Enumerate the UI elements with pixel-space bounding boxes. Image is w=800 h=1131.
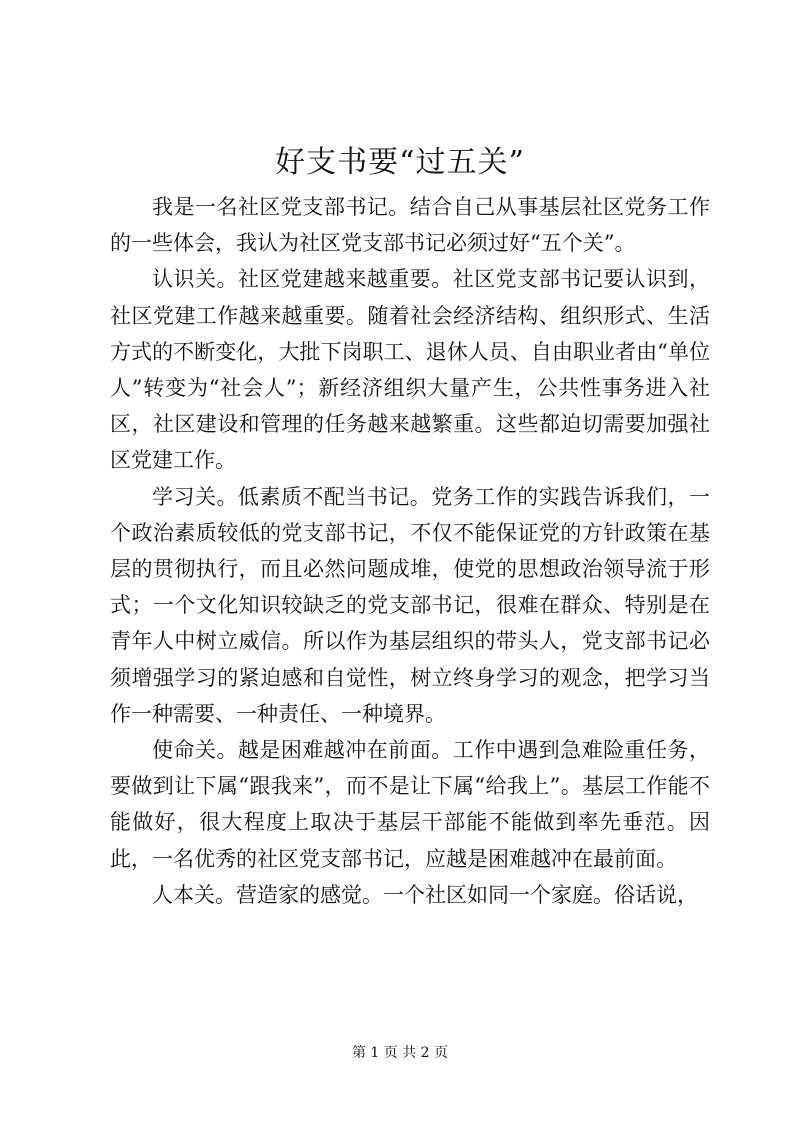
document-title: 好支书要“过五关” [275, 145, 525, 180]
page-footer: 第 1 页 共 2 页 [351, 1045, 449, 1061]
paragraph-people-oriented: 人本关。营造家的感觉。一个社区如同一个家庭。俗话说， [152, 882, 698, 907]
paragraph-mission: 使命关。越是困难越冲在前面。工作中遇到急难险重任务，要做到让下属“跟我来”，而不是让下属“给我上”。基层工作能不能做好，很大程度上取决于基层干部能不能做到率先垂范。因此，一名优秀的社区党支部书记，应越是困难越冲在最前面。 [110, 738, 710, 871]
paragraph-learning: 学习关。低素质不配当书记。党务工作的实践告诉我们，一个政治素质较低的党支部书记，不仅不能保证党的方针政策在基层的贯彻执行，而且必然问题成堆，使党的思想政治领导流于形式；一个文化知识较缺乏的党支部书记，很难在群众、特别是在青年人中树立威信。所以作为基层组织的带头人，党支部书记必须增强学习的紧迫感和自觉性，树立终身学习的观念，把学习当作一种需要、一种责任、一种境界。 [110, 484, 710, 726]
paragraph-awareness: 认识关。社区党建越来越重要。社区党支部书记要认识到，社区党建工作越来越重要。随着社会经济结构、组织形式、生活方式的不断变化，大批下岗职工、退休人员、自由职业者由“单位人”转变为“社会人”；新经济组织大量产生，公共性事务进入社区，社区建设和管理的任务越来越繁重。这些都迫切需要加强社区党建工作。 [110, 267, 710, 473]
paragraph-intro: 我是一名社区党支部书记。结合自己从事基层社区党务工作的一些体会，我认为社区党支部书记必须过好“五个关”。 [110, 195, 710, 256]
document-body [110, 189, 710, 913]
